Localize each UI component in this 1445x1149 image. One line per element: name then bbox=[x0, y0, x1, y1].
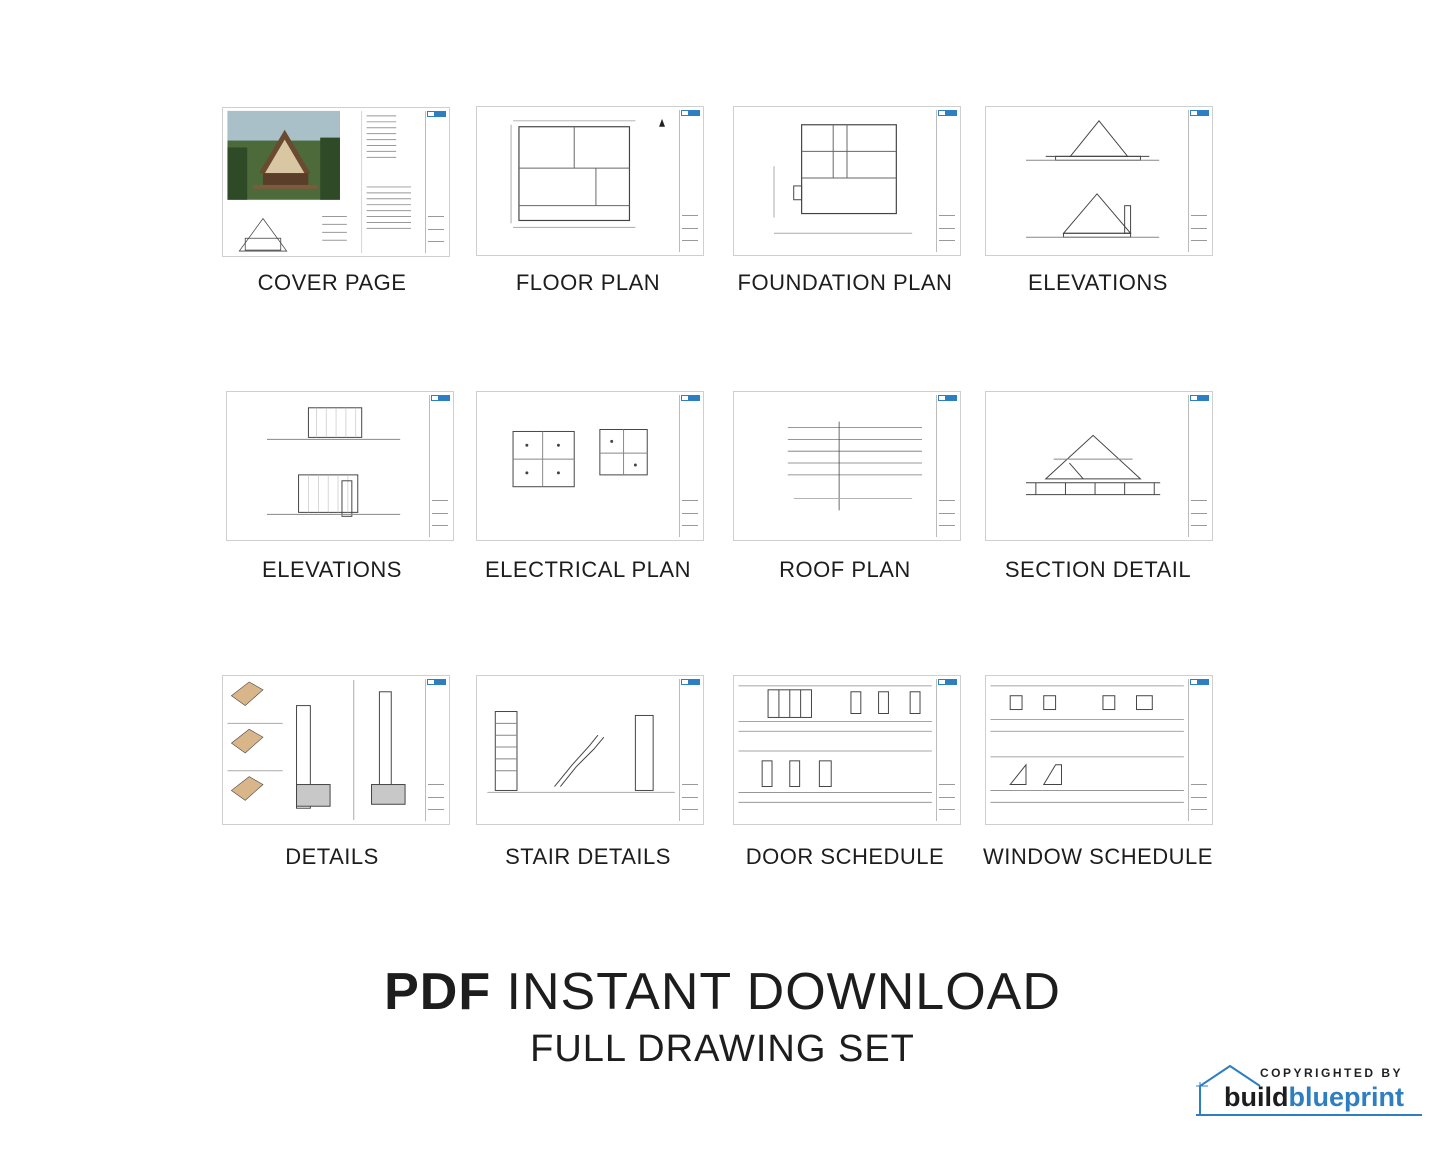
brand-name-part1: build bbox=[1224, 1082, 1289, 1112]
sheet-caption: ELEVATIONS bbox=[1028, 270, 1168, 295]
stair-details-drawing bbox=[477, 676, 703, 824]
subheadline: FULL DRAWING SET bbox=[530, 1028, 915, 1070]
title-block bbox=[1188, 679, 1209, 821]
foundation-plan-drawing bbox=[734, 107, 960, 255]
roof-plan-drawing bbox=[734, 392, 960, 540]
title-block bbox=[425, 111, 446, 253]
title-block bbox=[1188, 110, 1209, 252]
title-block bbox=[679, 110, 700, 252]
brand-name-part2: blueprint bbox=[1288, 1082, 1404, 1112]
title-block bbox=[425, 679, 446, 821]
sheet-stair-details bbox=[476, 675, 704, 825]
brand-logo bbox=[1196, 1062, 1426, 1122]
sheet-electrical-plan bbox=[476, 391, 704, 541]
sheet-caption: ELECTRICAL PLAN bbox=[485, 557, 691, 582]
elevations-drawing bbox=[986, 107, 1212, 255]
brand-name bbox=[1224, 1082, 1404, 1113]
sheet-caption: WINDOW SCHEDULE bbox=[983, 844, 1213, 869]
sheet-caption: COVER PAGE bbox=[257, 270, 407, 295]
sheet-details bbox=[222, 675, 450, 825]
headline-bold: PDF bbox=[384, 963, 492, 1021]
window-schedule-drawing bbox=[986, 676, 1212, 824]
sheet-caption: ELEVATIONS bbox=[262, 557, 402, 582]
section-detail-drawing bbox=[986, 392, 1212, 540]
sheet-section-detail bbox=[985, 391, 1213, 541]
sheet-cover-page bbox=[222, 107, 450, 257]
sheet-foundation-plan bbox=[733, 106, 961, 256]
sheet-window-schedule bbox=[985, 675, 1213, 825]
title-block bbox=[1188, 395, 1209, 537]
sheet-caption: FOUNDATION PLAN bbox=[737, 270, 953, 295]
title-block bbox=[936, 110, 957, 252]
electrical-plan-drawing bbox=[477, 392, 703, 540]
sheet-caption: FLOOR PLAN bbox=[515, 270, 661, 295]
floor-plan-drawing bbox=[477, 107, 703, 255]
title-block bbox=[429, 395, 450, 537]
brand-underline bbox=[1196, 1114, 1422, 1116]
copyright-text: COPYRIGHTED BY bbox=[1260, 1066, 1404, 1080]
title-block bbox=[936, 395, 957, 537]
sheet-door-schedule bbox=[733, 675, 961, 825]
cover-page-drawing bbox=[223, 108, 449, 256]
title-block bbox=[679, 679, 700, 821]
door-schedule-drawing bbox=[734, 676, 960, 824]
sheet-caption: ROOF PLAN bbox=[779, 557, 911, 582]
elevations-drawing bbox=[227, 392, 453, 540]
headline-rest: INSTANT DOWNLOAD bbox=[491, 963, 1061, 1021]
title-block bbox=[936, 679, 957, 821]
headline bbox=[0, 962, 1445, 1022]
sheet-caption: SECTION DETAIL bbox=[1004, 557, 1192, 582]
sheet-elevations-2 bbox=[226, 391, 454, 541]
title-block bbox=[679, 395, 700, 537]
details-drawing bbox=[223, 676, 449, 824]
sheet-caption: DETAILS bbox=[285, 844, 379, 869]
sheet-elevations-1 bbox=[985, 106, 1213, 256]
sheet-roof-plan bbox=[733, 391, 961, 541]
sheet-caption: DOOR SCHEDULE bbox=[745, 844, 945, 869]
sheet-floor-plan bbox=[476, 106, 704, 256]
sheet-caption: STAIR DETAILS bbox=[505, 844, 671, 869]
